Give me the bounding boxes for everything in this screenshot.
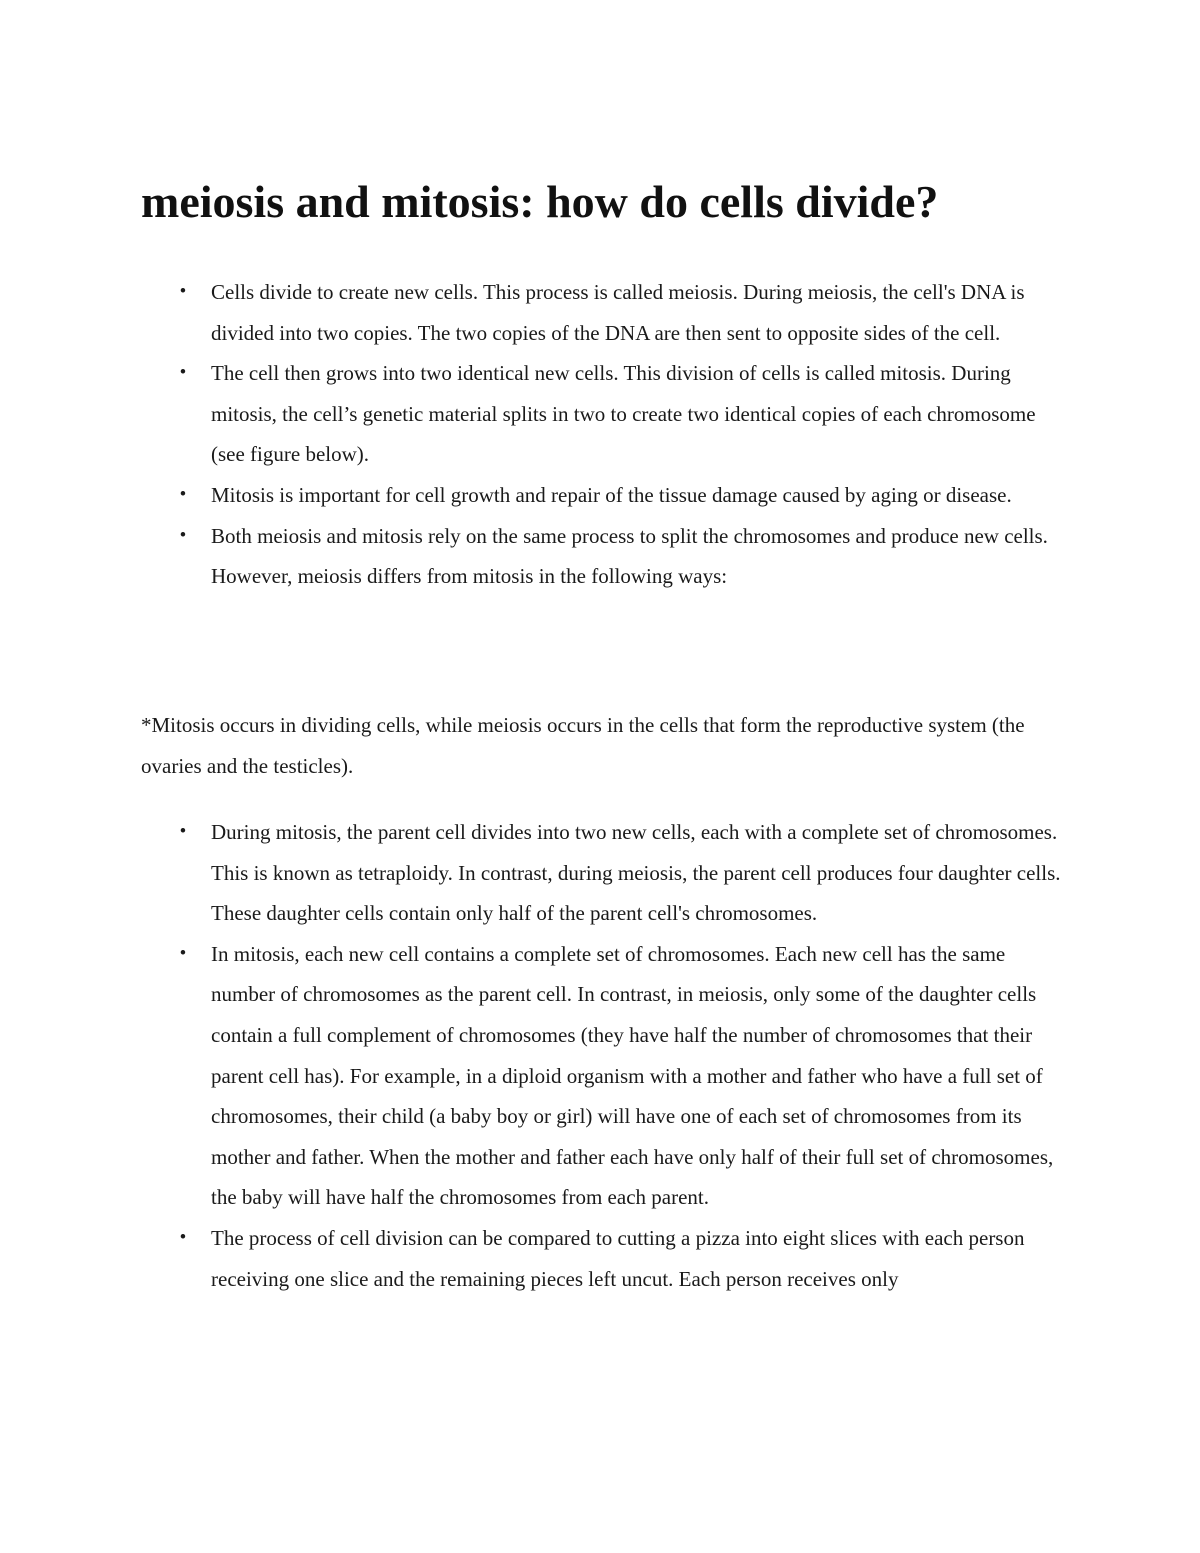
list-item xyxy=(179,1218,1071,1299)
list-item-text: The cell then grows into two identical new cells. This division of cells is called mitosis. During mitosis, the cell’s genetic material splits in two to create two identical copies of each chromosome (see figure below). xyxy=(211,361,1036,467)
bullet-icon: • xyxy=(179,942,187,964)
body-paragraph: *Mitosis occurs in dividing cells, while meiosis occurs in the cells that form the reproductive system (the ovaries and the testicles). xyxy=(141,713,1025,778)
list-item-text: In mitosis, each new cell contains a complete set of chromosomes. Each new cell has the same number of chromosomes as the parent cell. In contrast, in meiosis, only some of the daughter cells contain a full complement of chromosomes (they have half the number of chromosomes that their parent cell has). For example, in a diploid organism with a mother and father who have a full set of chromosomes, their child (a baby boy or girl) will have one of each set of chromosomes from its mother and father. When the mother and father each have only half of their full set of chromosomes, the baby will have half the chromosomes from each parent. xyxy=(211,941,1054,1210)
bullet-icon: • xyxy=(179,483,187,505)
list-item xyxy=(179,353,1071,475)
list-item-text: During mitosis, the parent cell divides into two new cells, each with a complete set of chromosomes. This is known as tetraploidy. In contrast, during meiosis, the parent cell produces four daughter cells. These daughter cells contain only half of the parent cell's chromosomes. xyxy=(211,820,1061,926)
list-item-text: The process of cell division can be compared to cutting a pizza into eight slices with each person receiving one slice and the remaining pieces left uncut. Each person receives only xyxy=(211,1225,1025,1291)
list-item-text: Both meiosis and mitosis rely on the same process to split the chromosomes and produce new cells. However, meiosis differs from mitosis in the following ways: xyxy=(211,523,1048,589)
list-item xyxy=(179,516,1071,597)
list-item xyxy=(179,812,1071,934)
list-item-text: Cells divide to create new cells. This process is called meiosis. During meiosis, the cell's DNA is divided into two copies. The two copies of the DNA are then sent to opposite sides of the cell. xyxy=(211,280,1025,345)
bullet-icon: • xyxy=(179,362,187,384)
list-item xyxy=(179,475,1071,516)
list-item xyxy=(179,934,1071,1218)
bullet-icon: • xyxy=(179,1226,187,1248)
list-item xyxy=(179,272,1071,353)
bullet-list-primary xyxy=(179,272,1071,597)
list-item-text: Mitosis is important for cell growth and repair of the tissue damage caused by aging or disease. xyxy=(211,482,1012,507)
bullet-icon: • xyxy=(179,821,187,842)
page-title: meiosis and mitosis: how do cells divide? xyxy=(141,176,939,227)
bullet-list-secondary xyxy=(179,812,1071,1299)
bullet-icon: • xyxy=(179,281,187,302)
bullet-icon: • xyxy=(179,524,187,546)
